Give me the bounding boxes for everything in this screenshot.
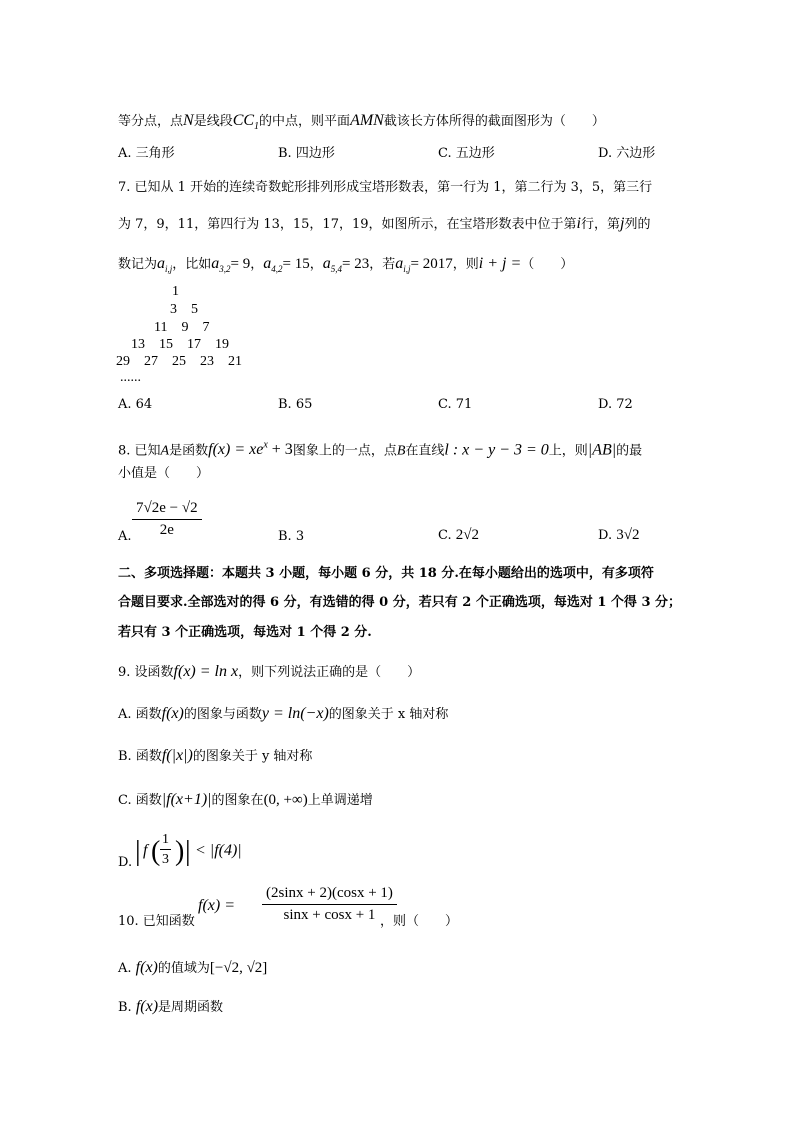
q8-option-b[interactable]: B. 3 — [278, 529, 305, 544]
pagoda-row-4: 13 15 17 19 — [131, 337, 229, 352]
q9-option-b[interactable]: B. 函数f(|x|)的图象关于 y 轴对称 — [118, 747, 313, 764]
q10-option-a[interactable]: A. f(x)的值域为[−√2, √2] — [118, 959, 268, 976]
q6-option-d[interactable]: D. 六边形 — [598, 146, 656, 161]
q9-option-d-label[interactable]: D. — [118, 855, 133, 870]
q8-option-a-label[interactable]: A. — [118, 529, 132, 544]
q10-stem-tail: ，则（ ） — [380, 914, 459, 929]
q10-stem-label: 10. 已知函数 — [118, 914, 195, 929]
q6-option-b[interactable]: B. 四边形 — [278, 146, 335, 161]
pagoda-ellipsis: ...... — [120, 370, 141, 385]
q7-stem-line2: 为 7，9，11，第四行为 13，15，17，19，如图所示，在宝塔形数表中位于第i行，第j列的 — [118, 215, 651, 232]
q7-stem-line1: 7. 已知从 1 开始的连续奇数蛇形排列形成宝塔形数表，第一行为 1，第二行为 3，5，第三行 — [118, 180, 653, 195]
point-n: N — [183, 112, 194, 129]
q10-option-b[interactable]: B. f(x)是周期函数 — [118, 998, 224, 1015]
q6-option-c[interactable]: C. 五边形 — [438, 146, 495, 161]
section2-instructions-line3: 若只有 3 个正确选项，每选对 1 个得 2 分. — [118, 625, 372, 640]
q6-option-a[interactable]: A. 三角形 — [118, 146, 175, 161]
q8-option-d[interactable]: D. 3√2 — [598, 527, 640, 543]
segment-cc1: $CC_1$ — [232, 112, 260, 133]
q9-option-c[interactable]: C. 函数|f(x+1)|的图象在(0, +∞)上单调递增 — [118, 791, 373, 808]
q7-option-c[interactable]: C. 71 — [438, 397, 473, 412]
q7-option-d[interactable]: D. 72 — [598, 397, 633, 412]
pagoda-row-1: 1 — [172, 284, 179, 299]
q10-function-lhs: f(x) = — [198, 897, 235, 914]
q8-stem-line2: 小值是（ ） — [118, 466, 210, 481]
pagoda-row-3: 11 9 7 — [154, 320, 210, 335]
q7-option-a[interactable]: A. 64 — [118, 397, 153, 412]
q9-option-a[interactable]: A. 函数f(x)的图象与函数y = ln(−x)的图象关于 x 轴对称 — [118, 705, 449, 722]
q7-stem-line3: 数记为$a_{i,j}$，比如$a_{3,2}= 9$，$a_{4,2}= 15$，$a_{5,4}= 23$，若$a_{i,j}= 2017$，则i + j =（ ） — [118, 255, 574, 275]
q8-option-a-fraction[interactable]: $\frac{7√2e - √2}{2e}$ — [132, 500, 202, 539]
q7-option-b[interactable]: B. 65 — [278, 397, 313, 412]
q8-stem-line1: 8. 已知A是函数$f(x) = xe^x + 3$图象上的一点，点B在直线l : x − y − 3 = 0上，则|AB|的最 — [118, 440, 643, 459]
pagoda-row-2: 3 5 — [170, 302, 198, 317]
q8-option-c[interactable]: C. 2√2 — [438, 527, 479, 543]
plane-amn: AMN — [350, 112, 384, 129]
section2-instructions-line2: 合题目要求.全部选对的得 6 分，有选错的得 0 分，若只有 2 个正确选项，每选对 1 个得 3 分； — [118, 595, 682, 610]
section2-instructions-line1: 二、多项选择题：本题共 3 小题，每小题 6 分，共 18 分.在每小题给出的选项中，有多项符 — [118, 566, 654, 581]
q6-stem: 等分点，点N是线段$CC_1$的中点，则平面AMN截该长方体所得的截面图形为（ ） — [118, 112, 605, 133]
q9-stem: 9. 设函数f(x) = ln x，则下列说法正确的是（ ） — [118, 663, 421, 680]
pagoda-row-5: 29 27 25 23 21 — [116, 354, 242, 369]
exam-page: 等分点，点N是线段$CC_1$的中点，则平面AMN截该长方体所得的截面图形为（ ） A. 三角形 B. 四边形 C. 五边形 D. 六边形 7. 已知从 1 开始的连续奇数蛇形排列形成宝塔形数表，第一行为 1，第二行为 3，5，第三行 为 7，9，11，第四行为 13，15，17，19，如图所示，在宝塔形数表中位于第i行，第j列的 数记为$a_{i,j}$，比如$a_{3,2}= 9$，$a_{4,2}= 15$，$a_{5,4}= 23$，若$a_{i,j}= 2017$，则i + j =（ ） 1 3 5 11 9 7 13 15 17 19 29 27 25 23 21 ...... A. 64 B. 65 C. 71 D. 72 8. 已知A是函数$f(x) = xe^x + 3$图象上的一点，点B在直线l : x − y − 3 = 0上，则|AB|的最 小值是（ ） A. $\frac{7√2e - √2}{2e}$ B. 3 C. 2√2 D. 3√2 二、多项选择题：本题共 3 小题，每小题 6 分，共 18 分.在每小题给出的选项中，有多项符 合题目要求.全部选对的得 6 分，有选错的得 0 分，若只有 2 个正确选项，每选对 1 个得 3 分； 若只有 3 个正确选项，每选对 1 个得 2 分. 9. 设函数f(x) = ln x，则下列说法正确的是（ ） A. 函数f(x)的图象与函数y = ln(−x)的图象关于 x 轴对称 B. 函数f(|x|)的图象关于 y 轴对称 C. 函数|f(x+1)|的图象在(0, +∞)上单调递增 D. | f ( $\frac{1}{3}$ ) | < |f(4)| 10. 已知函数 f(x) = $\frac{(2\sin x + 2)(\cos x + 1)}{\sin x + \cos x + 1}$ ，则（ ） A. f(x)的值域为[−√2, √2] B. f(x)是周期函数 — [116, 112, 682, 1015]
q10-function-fraction: $\frac{(2\sin x + 2)(\cos x + 1)}{\sin x + \cos x + 1}$ — [262, 885, 397, 924]
